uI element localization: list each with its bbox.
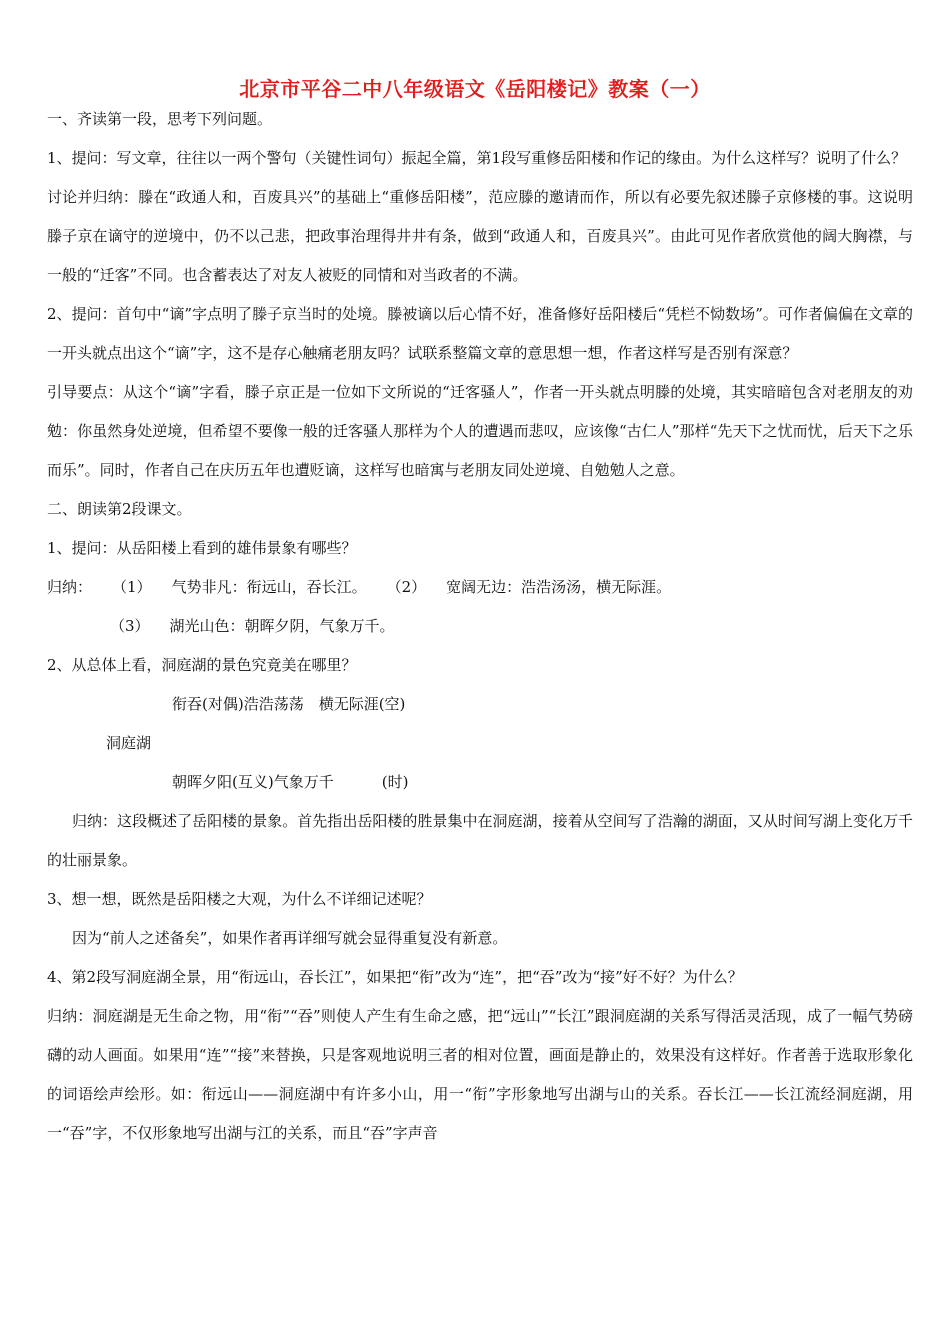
section2-answer1-row1 <box>47 568 913 607</box>
list-item-number: （3） <box>110 617 150 635</box>
diagram-line2-text: 朝晖夕阳(互义)气象万千 <box>172 773 334 791</box>
list-item-number: （1） <box>112 578 152 596</box>
section2-answer3: 因为“前人之述备矣”，如果作者再详细写就会显得重复没有新意。 <box>72 929 508 947</box>
section2-question1: 1、提问：从岳阳楼上看到的雄伟景象有哪些？ <box>47 539 357 557</box>
section2-answer1-row2 <box>47 607 913 646</box>
section2-question2: 2、从总体上看，洞庭湖的景色究竟美在哪里？ <box>47 656 357 674</box>
section2-summary: 归纳：这段概述了岳阳楼的景象。首先指出岳阳楼的胜景集中在洞庭湖，接着从空间写了浩瀚的湖面，又从时间写湖上变化万千的壮丽景象。 <box>47 812 913 869</box>
section1-question2: 2、提问：首句中“谪”字点明了滕子京当时的处境。滕被谪以后心情不好，准备修好岳阳楼后“凭栏不恸数场”。可作者偏偏在文章的一开头就点出这个“谪”字，这不是存心触痛老朋友吗？试联系整篇文章的意思想一想，作者这样写是否别有深意？ <box>47 305 913 362</box>
section2-question3: 3、想一想，既然是岳阳楼之大观，为什么不详细记述呢？ <box>47 890 432 908</box>
section1-answer2: 引导要点：从这个“谪”字看，滕子京正是一位如下文所说的“迁客骚人”，作者一开头就点明滕的处境，其实暗暗包含对老朋友的劝勉：你虽然身处逆境，但希望不要像一般的迁客骚人那样为个人的遭遇而悲叹，应该像“古仁人”那样“先天下之忧而忧，后天下之乐而乐”。同时，作者自己在庆历五年也遭贬谪，这样写也暗寓与老朋友同处逆境、自勉勉人之意。 <box>47 383 913 479</box>
list-item-text: 气势非凡：衔远山，吞长江。 <box>171 578 367 596</box>
list-item-number: （2） <box>386 578 427 596</box>
list-item-text: 宽阔无边：浩浩汤汤，横无际涯。 <box>446 578 672 596</box>
diagram-line2-tag: (时) <box>381 773 409 791</box>
list-item-text: 湖光山色：朝晖夕阴，气象万千。 <box>169 617 395 635</box>
section1-question1: 1、提问：写文章，往往以一两个警句（关键性词句）振起全篇，第1段写重修岳阳楼和作记的缘由。为什么这样写？说明了什么？ <box>47 149 907 167</box>
section1-heading: 一、齐读第一段，思考下列问题。 <box>47 110 273 128</box>
document-title: 北京市平谷二中八年级语文《岳阳楼记》教案（一） <box>239 77 711 101</box>
answer-label: 归纳： <box>47 578 93 596</box>
diagram-center-label: 洞庭湖 <box>106 734 152 752</box>
section2-question4: 4、第2段写洞庭湖全景，用“衔远山，吞长江”，如果把“衔”改为“连”，把“吞”改为“接”好不好？为什么？ <box>47 968 743 986</box>
diagram-line2 <box>47 763 913 802</box>
section2-heading: 二、朗读第2段课文。 <box>47 500 192 518</box>
document-body <box>47 100 913 1153</box>
section1-answer1: 讨论并归纳：滕在“政通人和，百废具兴”的基础上“重修岳阳楼”，范应滕的邀请而作，所以有必要先叙述滕子京修楼的事。这说明滕子京在谪守的逆境中，仍不以己悲，把政事治理得井井有条，做到“政通人和，百废具兴”。由此可见作者欣赏他的阔大胸襟，与一般的“迁客”不同。也含蓄表达了对友人被贬的同情和对当政者的不满。 <box>47 188 913 284</box>
diagram-line1: 衔吞(对偶)浩浩荡荡 横无际涯(空) <box>172 695 406 713</box>
section2-answer4: 归纳：洞庭湖是无生命之物，用“衔”“吞”则使人产生有生命之感，把“远山”“长江”跟洞庭湖的关系写得活灵活现，成了一幅气势磅礴的动人画面。如果用“连”“接”来替换，只是客观地说明三者的相对位置，画面是静止的，效果没有这样好。作者善于选取形象化的词语绘声绘形。如：衔远山——洞庭湖中有许多小山，用一“衔”字形象地写出湖与山的关系。吞长江——长江流经洞庭湖，用一“吞”字，不仅形象地写出湖与江的关系，而且“吞”字声音 <box>47 1007 913 1142</box>
